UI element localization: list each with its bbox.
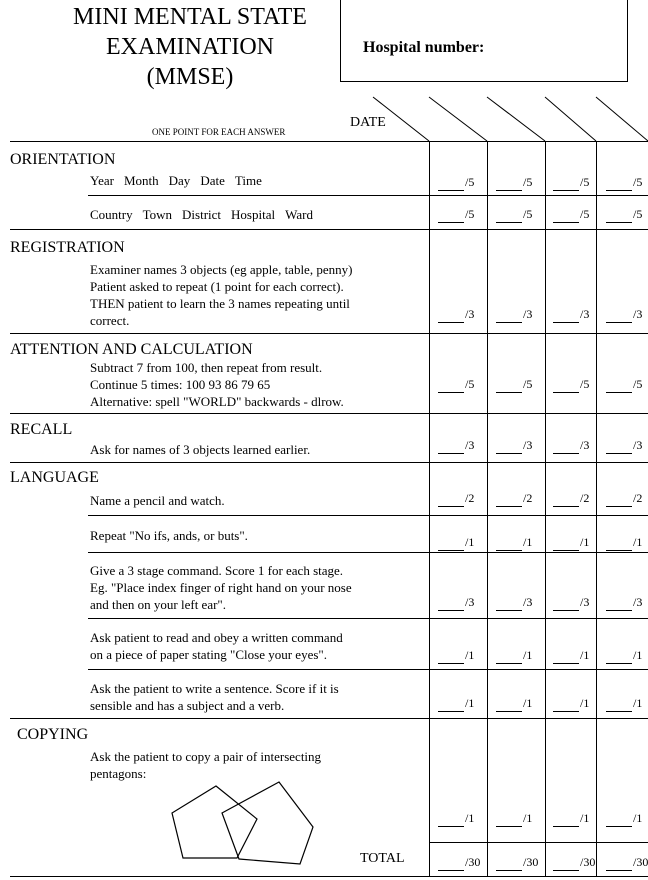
copying-instructions: Ask the patient to copy a pair of intersecting pentagons: [90,749,322,781]
score-field-recall-col-1[interactable] [438,438,474,454]
score-blank[interactable] [606,491,632,507]
score-field-orientation-place-col-3[interactable] [553,207,589,223]
score-field-registration-col-2[interactable] [496,307,532,323]
score-field-language-read-obey-col-2[interactable] [496,648,532,664]
score-field-language-write-sentence-col-1[interactable] [438,696,474,712]
score-blank[interactable] [606,648,632,664]
heading-orientation: ORIENTATION [10,151,116,168]
score-blank[interactable] [496,648,522,664]
score-max: /3 [465,595,475,609]
date-label: DATE [350,115,386,130]
score-blank[interactable] [606,811,632,827]
score-blank[interactable] [606,307,632,323]
heading-copying: COPYING [17,726,89,743]
score-field-recall-col-4[interactable] [606,438,642,454]
score-blank[interactable] [553,535,579,551]
score-field-copying-col-3[interactable] [553,811,589,827]
score-blank[interactable] [606,207,632,223]
score-blank[interactable] [438,855,464,871]
score-max: /5 [633,175,643,189]
score-field-language-write-sentence-col-4[interactable] [606,696,642,712]
score-blank[interactable] [496,811,522,827]
score-blank[interactable] [553,438,579,454]
score-blank[interactable] [496,307,522,323]
score-max: /1 [580,696,590,710]
score-field-total-col-3[interactable] [553,855,595,871]
score-blank[interactable] [438,377,464,393]
score-max: /3 [580,307,590,321]
rule-registration-end [10,333,648,334]
score-blank[interactable] [496,175,522,191]
rule-language-end [10,718,648,719]
score-max: /2 [580,491,590,505]
score-max: /3 [523,307,533,321]
score-field-language-repeat-col-3[interactable] [553,535,589,551]
heading-language: LANGUAGE [10,469,99,486]
score-max: /2 [633,491,643,505]
score-field-language-repeat-col-4[interactable] [606,535,642,551]
score-blank[interactable] [496,535,522,551]
score-max: /1 [465,811,475,825]
score-blank[interactable] [438,438,464,454]
score-blank[interactable] [606,595,632,611]
score-blank[interactable] [496,595,522,611]
score-field-language-repeat-col-1[interactable] [438,535,474,551]
score-field-language-naming-col-2[interactable] [496,491,532,507]
score-blank[interactable] [606,855,632,871]
score-field-attention-col-1[interactable] [438,377,474,393]
score-blank[interactable] [553,377,579,393]
score-max: /1 [633,648,643,662]
heading-attention: ATTENTION AND CALCULATION [10,341,253,358]
score-blank[interactable] [553,811,579,827]
score-field-language-write-sentence-col-3[interactable] [553,696,589,712]
score-max: /1 [465,648,475,662]
score-max: /3 [633,438,643,452]
score-max: /1 [465,535,475,549]
score-max: /3 [465,438,475,452]
score-max: /5 [580,377,590,391]
score-blank[interactable] [438,207,464,223]
score-max: /5 [523,175,533,189]
score-field-language-repeat-col-2[interactable] [496,535,532,551]
language-repeat: Repeat "No ifs, ands, or buts". [90,528,248,543]
score-blank[interactable] [606,438,632,454]
score-blank[interactable] [553,207,579,223]
score-field-orientation-place-col-1[interactable] [438,207,474,223]
score-field-language-three-stage-col-4[interactable] [606,595,642,611]
score-max: /5 [633,377,643,391]
hospital-number-label: Hospital number: [363,39,485,56]
rule-bottom [10,876,648,877]
rule-attention-end [10,413,648,414]
score-max: /1 [523,648,533,662]
rule-language-3 [88,618,648,619]
score-max: /3 [633,307,643,321]
score-blank[interactable] [553,855,579,871]
score-blank[interactable] [438,811,464,827]
rule-language-2 [88,552,648,553]
score-field-language-read-obey-col-1[interactable] [438,648,474,664]
score-field-language-naming-col-3[interactable] [553,491,589,507]
score-blank[interactable] [496,855,522,871]
score-blank[interactable] [438,535,464,551]
orientation-place-items: Country Town District Hospital Ward [90,207,313,222]
score-blank[interactable] [553,595,579,611]
score-max: /1 [523,811,533,825]
score-max: /30 [465,855,481,869]
score-field-language-three-stage-col-3[interactable] [553,595,589,611]
score-blank[interactable] [438,307,464,323]
heading-registration: REGISTRATION [10,239,125,256]
score-max: /30 [633,855,648,869]
score-blank[interactable] [553,648,579,664]
language-three-stage: Give a 3 stage command. Score 1 for each stage. Eg. "Place index finger of right hand on your nose and then on your left ear". [90,563,352,612]
score-field-total-col-4[interactable] [606,855,648,871]
score-field-recall-col-2[interactable] [496,438,532,454]
score-field-registration-col-4[interactable] [606,307,642,323]
score-field-language-naming-col-4[interactable] [606,491,642,507]
column-line-3 [545,141,546,876]
date-column-diagonals [0,0,648,150]
score-blank[interactable] [438,491,464,507]
score-blank[interactable] [606,535,632,551]
score-field-registration-col-1[interactable] [438,307,474,323]
score-field-language-write-sentence-col-2[interactable] [496,696,532,712]
score-max: /5 [580,175,590,189]
score-max: /5 [633,207,643,221]
title-line-3: (MMSE) [146,64,234,90]
column-line-2 [487,141,488,876]
score-blank[interactable] [606,377,632,393]
score-blank[interactable] [606,175,632,191]
score-max: /30 [523,855,539,869]
score-max: /1 [633,696,643,710]
score-blank[interactable] [496,438,522,454]
score-max: /5 [465,377,475,391]
score-max: /5 [465,207,475,221]
score-field-attention-col-4[interactable] [606,377,642,393]
score-blank[interactable] [438,696,464,712]
title-line-2: EXAMINATION [106,34,274,60]
language-write-sentence: Ask the patient to write a sentence. Score if it is sensible and has a subject and a verb. [90,681,339,713]
score-max: /1 [633,811,643,825]
score-field-orientation-time-col-1[interactable] [438,175,474,191]
score-blank[interactable] [496,491,522,507]
score-field-language-read-obey-col-4[interactable] [606,648,642,664]
score-max: /3 [633,595,643,609]
score-field-total-col-2[interactable] [496,855,538,871]
title-line-1: MINI MENTAL STATE [73,4,307,30]
rule-total [429,842,648,843]
total-label: TOTAL [360,851,405,866]
score-max: /1 [580,648,590,662]
rule-recall-end [10,462,648,463]
score-field-orientation-time-col-3[interactable] [553,175,589,191]
score-max: /1 [633,535,643,549]
score-max: /3 [465,307,475,321]
score-max: /1 [465,696,475,710]
score-field-language-three-stage-col-2[interactable] [496,595,532,611]
score-field-language-read-obey-col-3[interactable] [553,648,589,664]
score-max: /2 [523,491,533,505]
score-field-orientation-place-col-4[interactable] [606,207,642,223]
orientation-time-items: Year Month Day Date Time [90,173,262,188]
score-field-attention-col-2[interactable] [496,377,532,393]
score-field-total-col-1[interactable] [438,855,480,871]
score-field-copying-col-4[interactable] [606,811,642,827]
score-blank[interactable] [496,207,522,223]
score-field-language-naming-col-1[interactable] [438,491,474,507]
score-blank[interactable] [438,175,464,191]
language-naming: Name a pencil and watch. [90,493,225,508]
score-max: /5 [465,175,475,189]
score-max: /5 [523,207,533,221]
score-max: /3 [580,438,590,452]
score-field-copying-col-1[interactable] [438,811,474,827]
column-line-4 [596,141,597,876]
score-max: /3 [580,595,590,609]
score-max: /30 [580,855,596,869]
rule-orientation-end [10,229,648,230]
score-blank[interactable] [438,648,464,664]
score-max: /1 [523,696,533,710]
score-blank[interactable] [553,491,579,507]
score-field-attention-col-3[interactable] [553,377,589,393]
score-blank[interactable] [496,696,522,712]
recall-instructions: Ask for names of 3 objects learned earlier. [90,442,311,457]
score-field-orientation-time-col-2[interactable] [496,175,532,191]
score-field-recall-col-3[interactable] [553,438,589,454]
score-blank[interactable] [553,307,579,323]
one-point-note: ONE POINT FOR EACH ANSWER [152,127,286,137]
column-line-1 [429,141,430,876]
language-read-obey: Ask patient to read and obey a written command on a piece of paper stating "Close your eyes". [90,630,343,662]
score-max: /5 [580,207,590,221]
score-blank[interactable] [496,377,522,393]
score-max: /5 [523,377,533,391]
score-field-orientation-time-col-4[interactable] [606,175,642,191]
score-field-language-three-stage-col-1[interactable] [438,595,474,611]
intersecting-pentagons [165,780,325,870]
score-field-copying-col-2[interactable] [496,811,532,827]
score-max: /1 [580,811,590,825]
score-blank[interactable] [553,175,579,191]
score-field-registration-col-3[interactable] [553,307,589,323]
rule-orientation-mid [88,195,648,196]
registration-instructions: Examiner names 3 objects (eg apple, table, penny) Patient asked to repeat (1 point for each correct). THEN patient to learn the 3 names repeating until correct. [90,262,353,328]
attention-instructions: Subtract 7 from 100, then repeat from result. Continue 5 times: 100 93 86 79 65 Alternative: spell "WORLD" backwards - dlrow. [90,360,344,409]
rule-language-4 [88,669,648,670]
score-max: /3 [523,438,533,452]
score-max: /3 [523,595,533,609]
score-field-orientation-place-col-2[interactable] [496,207,532,223]
heading-recall: RECALL [10,421,73,438]
rule-header [10,141,648,142]
rule-language-1 [88,515,648,516]
score-blank[interactable] [438,595,464,611]
score-blank[interactable] [553,696,579,712]
score-max: /2 [465,491,475,505]
score-max: /1 [523,535,533,549]
score-max: /1 [580,535,590,549]
score-blank[interactable] [606,696,632,712]
